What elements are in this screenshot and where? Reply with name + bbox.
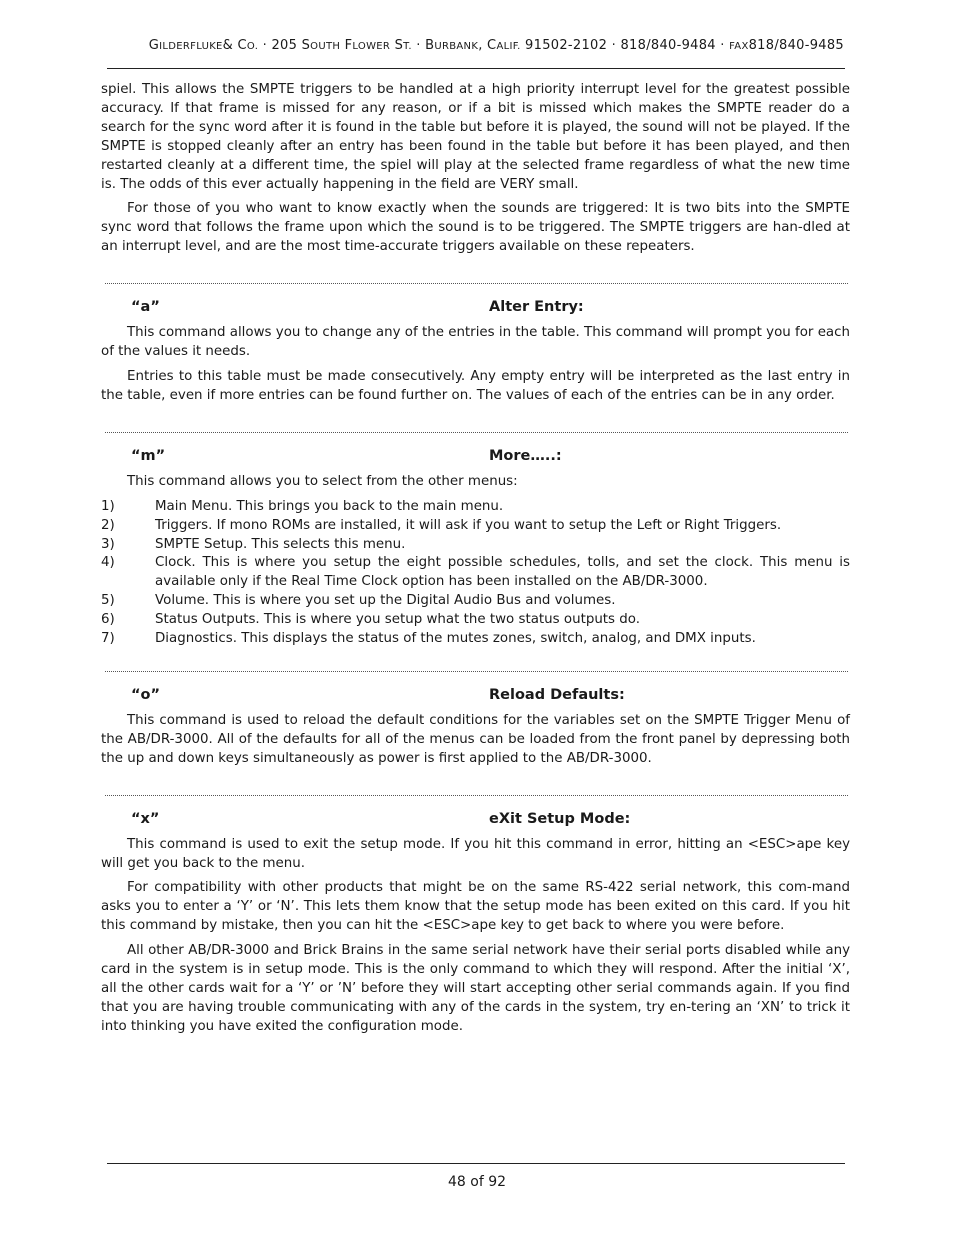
list-number: 1): [101, 498, 115, 514]
header-text: G: [148, 38, 160, 53]
header-text: , C: [478, 38, 497, 53]
header-text: & C: [222, 38, 247, 53]
list-number: 5): [101, 593, 115, 609]
header-fax-number: 818/840-9485: [748, 38, 844, 53]
reload-defaults-heading: [101, 678, 850, 706]
more-heading: [101, 439, 850, 467]
command-key: “a”: [131, 299, 160, 316]
header-text: F: [340, 38, 353, 53]
list-number: 6): [101, 612, 115, 628]
command-title: Reload Defaults:: [489, 686, 625, 703]
intro-paragraph-2: For those of you who want to know exactly when the sounds are triggered: It is two bits into the SMPTE sync word that follows the frame upon which the sound is to be triggered. The SMPTE triggers are han-dled at an interrupt level, and are the most time-accurate triggers available on these repeaters.: [101, 201, 850, 255]
list-number: 2): [101, 517, 115, 533]
page-number: 48 of 92: [447, 1174, 507, 1190]
reload-paragraph-1: This command is used to reload the default conditions for the variables set on the SMPTE Trigger Menu of the AB/DR-3000. All of the defaults for all of the menus can be loaded from the front panel by depressing both the up and down keys simultaneously as power is first applied to the AB/DR-3000.: [101, 712, 850, 766]
list-text: Triggers. If mono ROMs are installed, it will ask if you want to setup the Left or Right Triggers.: [155, 517, 782, 533]
section-divider: [105, 432, 848, 433]
alter-paragraph-2: Entries to this table must be made consecutively. Any empty entry will be interpreted as the last entry in the table, even if more entries can be found further on. The values of each of the entries can be in any order.: [101, 368, 850, 403]
list-item: [101, 630, 850, 649]
more-intro: This command allows you to select from the other menus:: [127, 473, 518, 489]
footer-rule: [107, 1163, 845, 1164]
header-text: · B: [411, 38, 435, 53]
list-text: Diagnostics. This displays the status of the mutes zones, switch, analog, and DMX inputs.: [155, 631, 756, 647]
list-text: Clock. This is where you setup the eight possible schedules, tolls, and set the clock. This menu is available only if the Real Time Clock option has been installed on the AB/DR-3000.: [155, 555, 850, 590]
list-item: [101, 611, 850, 630]
command-key: “x”: [131, 810, 160, 827]
header-text: T.: [403, 41, 412, 52]
header-text: LOWER: [352, 41, 391, 52]
list-number: 3): [101, 536, 115, 552]
list-item: [101, 517, 850, 536]
command-key: “o”: [131, 686, 161, 703]
list-item: [101, 554, 850, 592]
header-text: S: [390, 38, 404, 53]
list-number: 7): [101, 631, 115, 647]
exit-setup-heading: [101, 802, 850, 830]
list-number: 4): [101, 555, 115, 571]
list-text: Status Outputs. This is where you setup what the two status outputs do.: [155, 612, 641, 628]
list-item: [101, 592, 850, 611]
alter-paragraph-1: This command allows you to change any of the entries in the table. This command will prompt you for each of the values it needs.: [101, 325, 850, 360]
exit-paragraph-3: All other AB/DR-3000 and Brick Brains in the same serial network have their serial ports disabled while any card in the system is in setup mode. This is the only command to which they will respond. After the initial ‘X’, all the other cards wait for a ‘Y’ or ’N’ before they will start accepting other serial commands again. If you find that you are having trouble communicating with any of the cards in the system, try en-tering an ‘XN’ to trick it into thinking you have exited the configuration mode.: [101, 943, 850, 1034]
page-header: [107, 38, 844, 53]
header-rule: [107, 68, 845, 69]
exit-paragraph-2: For compatibility with other products that might be on the same RS-422 serial network, this com-mand asks you to enter a ‘Y’ or ‘N’. This lets them know that the setup mode has been exited on this card. If you hit this command by mistake, then you can hit the <ESC>ape key to get back to where you were before.: [101, 880, 850, 934]
section-divider: [105, 671, 848, 672]
header-text: OUTH: [310, 41, 341, 52]
page-body: [101, 81, 850, 1043]
list-text: Main Menu. This brings you back to the main menu.: [155, 498, 504, 514]
command-title: eXit Setup Mode:: [489, 810, 631, 827]
menu-list: [101, 498, 850, 649]
header-text: O.: [246, 41, 259, 52]
command-title: Alter Entry:: [489, 299, 584, 316]
list-item: [101, 536, 850, 555]
command-key: “m”: [131, 447, 166, 464]
intro-paragraph-1: spiel. This allows the SMPTE triggers to be handled at a high priority interrupt level for the greatest possible accuracy. If that frame is missed for any reason, or if a bit is missed which makes the SMPTE reader do a search for the sync word after it is found in the table but before it is played, the sound will not be played. If the SMPTE is stopped cleanly after an entry has been found in the table but before it has been played, and then restarted cleanly at a different time, the spiel will play at the selected frame regardless of what the new time is. The odds of this ever actually happening in the field are VERY small.: [101, 82, 850, 192]
section-divider: [105, 283, 848, 284]
header-text: ILDERFLUKE: [159, 41, 223, 52]
list-text: Volume. This is where you set up the Digital Audio Bus and volumes.: [155, 593, 616, 609]
section-divider: [105, 795, 848, 796]
exit-paragraph-1: This command is used to exit the setup mode. If you hit this command in error, hitting an <ESC>ape key will get you back to the menu.: [101, 836, 850, 871]
list-item: [101, 498, 850, 517]
alter-entry-heading: [101, 290, 850, 318]
header-fax-label: FAX: [729, 41, 749, 52]
header-text: 91502-2102 · 818/840-9484 ·: [520, 38, 730, 53]
header-text: URBANK: [434, 41, 479, 52]
list-text: SMPTE Setup. This selects this menu.: [155, 536, 406, 552]
header-text: · 205 S: [258, 38, 311, 53]
command-title: More…..:: [489, 447, 562, 464]
header-text: ALIF.: [496, 41, 521, 52]
